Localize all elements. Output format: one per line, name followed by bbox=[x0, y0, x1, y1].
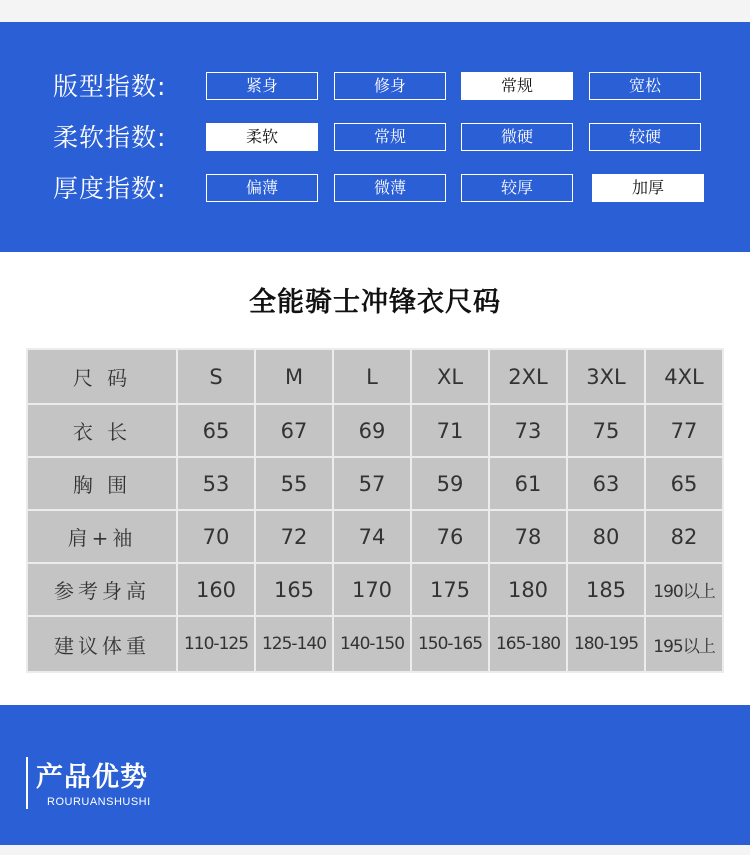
table-cell: 3XL bbox=[567, 349, 645, 404]
softness-option-slightly-stiff[interactable]: 微硬 bbox=[461, 123, 573, 151]
softness-option-soft[interactable]: 柔软 bbox=[206, 123, 318, 151]
size-header-row bbox=[27, 349, 723, 404]
table-cell: 73 bbox=[489, 404, 567, 457]
table-cell: 190以上 bbox=[645, 563, 723, 616]
table-cell: 53 bbox=[177, 457, 255, 510]
table-cell: 165-180 bbox=[489, 616, 567, 672]
softness-option-regular[interactable]: 常规 bbox=[334, 123, 446, 151]
size-table bbox=[26, 348, 724, 673]
height-row bbox=[27, 563, 723, 616]
fit-option-loose[interactable]: 宽松 bbox=[589, 72, 701, 100]
table-cell: 59 bbox=[411, 457, 489, 510]
index-row-label: 柔软指数: bbox=[53, 123, 167, 152]
table-cell: 65 bbox=[645, 457, 723, 510]
index-row-label: 厚度指数: bbox=[53, 174, 167, 203]
table-cell: 70 bbox=[177, 510, 255, 563]
row-header-cell: 胸 围 bbox=[27, 457, 177, 510]
size-chart-title: 全能骑士冲锋衣尺码 bbox=[249, 287, 501, 318]
fit-option-regular[interactable]: 常规 bbox=[461, 72, 573, 100]
row-header-cell: 尺 码 bbox=[27, 349, 177, 404]
fit-option-tight[interactable]: 紧身 bbox=[206, 72, 318, 100]
table-cell: 63 bbox=[567, 457, 645, 510]
row-header-cell: 肩+袖 bbox=[27, 510, 177, 563]
table-cell: 80 bbox=[567, 510, 645, 563]
table-cell: 160 bbox=[177, 563, 255, 616]
table-cell: 150-165 bbox=[411, 616, 489, 672]
table-cell: 185 bbox=[567, 563, 645, 616]
softness-option-stiff[interactable]: 较硬 bbox=[589, 123, 701, 151]
row-header-cell: 参考身高 bbox=[27, 563, 177, 616]
table-cell: 75 bbox=[567, 404, 645, 457]
table-cell: 175 bbox=[411, 563, 489, 616]
chest-row bbox=[27, 457, 723, 510]
table-cell: 165 bbox=[255, 563, 333, 616]
length-row bbox=[27, 404, 723, 457]
shoulder-sleeve-row bbox=[27, 510, 723, 563]
bottom-strip bbox=[0, 845, 750, 855]
thickness-option-thin[interactable]: 偏薄 bbox=[206, 174, 318, 202]
table-cell: XL bbox=[411, 349, 489, 404]
table-cell: 71 bbox=[411, 404, 489, 457]
fit-index-panel bbox=[0, 22, 750, 252]
accent-bar bbox=[26, 757, 28, 809]
table-cell: 2XL bbox=[489, 349, 567, 404]
table-cell: L bbox=[333, 349, 411, 404]
banner-title: 产品优势 bbox=[36, 762, 148, 793]
table-cell: 110-125 bbox=[177, 616, 255, 672]
table-cell: 67 bbox=[255, 404, 333, 457]
table-cell: 65 bbox=[177, 404, 255, 457]
row-header-cell: 建议体重 bbox=[27, 616, 177, 672]
index-row-softness bbox=[0, 122, 750, 154]
size-table-body bbox=[27, 349, 723, 672]
table-cell: 170 bbox=[333, 563, 411, 616]
table-cell: 180-195 bbox=[567, 616, 645, 672]
thickness-option-thick[interactable]: 较厚 bbox=[461, 174, 573, 202]
table-cell: 72 bbox=[255, 510, 333, 563]
table-cell: 74 bbox=[333, 510, 411, 563]
table-cell: 78 bbox=[489, 510, 567, 563]
table-cell: 140-150 bbox=[333, 616, 411, 672]
table-cell: S bbox=[177, 349, 255, 404]
table-cell: 180 bbox=[489, 563, 567, 616]
table-cell: 4XL bbox=[645, 349, 723, 404]
table-cell: M bbox=[255, 349, 333, 404]
index-row-thickness bbox=[0, 173, 750, 205]
index-row-label: 版型指数: bbox=[53, 72, 167, 101]
table-cell: 76 bbox=[411, 510, 489, 563]
row-header-cell: 衣 长 bbox=[27, 404, 177, 457]
table-cell: 82 bbox=[645, 510, 723, 563]
table-cell: 125-140 bbox=[255, 616, 333, 672]
table-cell: 57 bbox=[333, 457, 411, 510]
table-cell: 69 bbox=[333, 404, 411, 457]
index-row-fit bbox=[0, 71, 750, 103]
fit-option-slim[interactable]: 修身 bbox=[334, 72, 446, 100]
weight-row bbox=[27, 616, 723, 672]
table-cell: 61 bbox=[489, 457, 567, 510]
thickness-option-extra-thick[interactable]: 加厚 bbox=[592, 174, 704, 202]
table-cell: 195以上 bbox=[645, 616, 723, 672]
thickness-option-slightly-thin[interactable]: 微薄 bbox=[334, 174, 446, 202]
banner-subtitle: ROURUANSHUSHI bbox=[47, 796, 151, 808]
table-cell: 55 bbox=[255, 457, 333, 510]
product-advantages-banner bbox=[0, 705, 750, 845]
table-cell: 77 bbox=[645, 404, 723, 457]
top-strip bbox=[0, 0, 750, 22]
